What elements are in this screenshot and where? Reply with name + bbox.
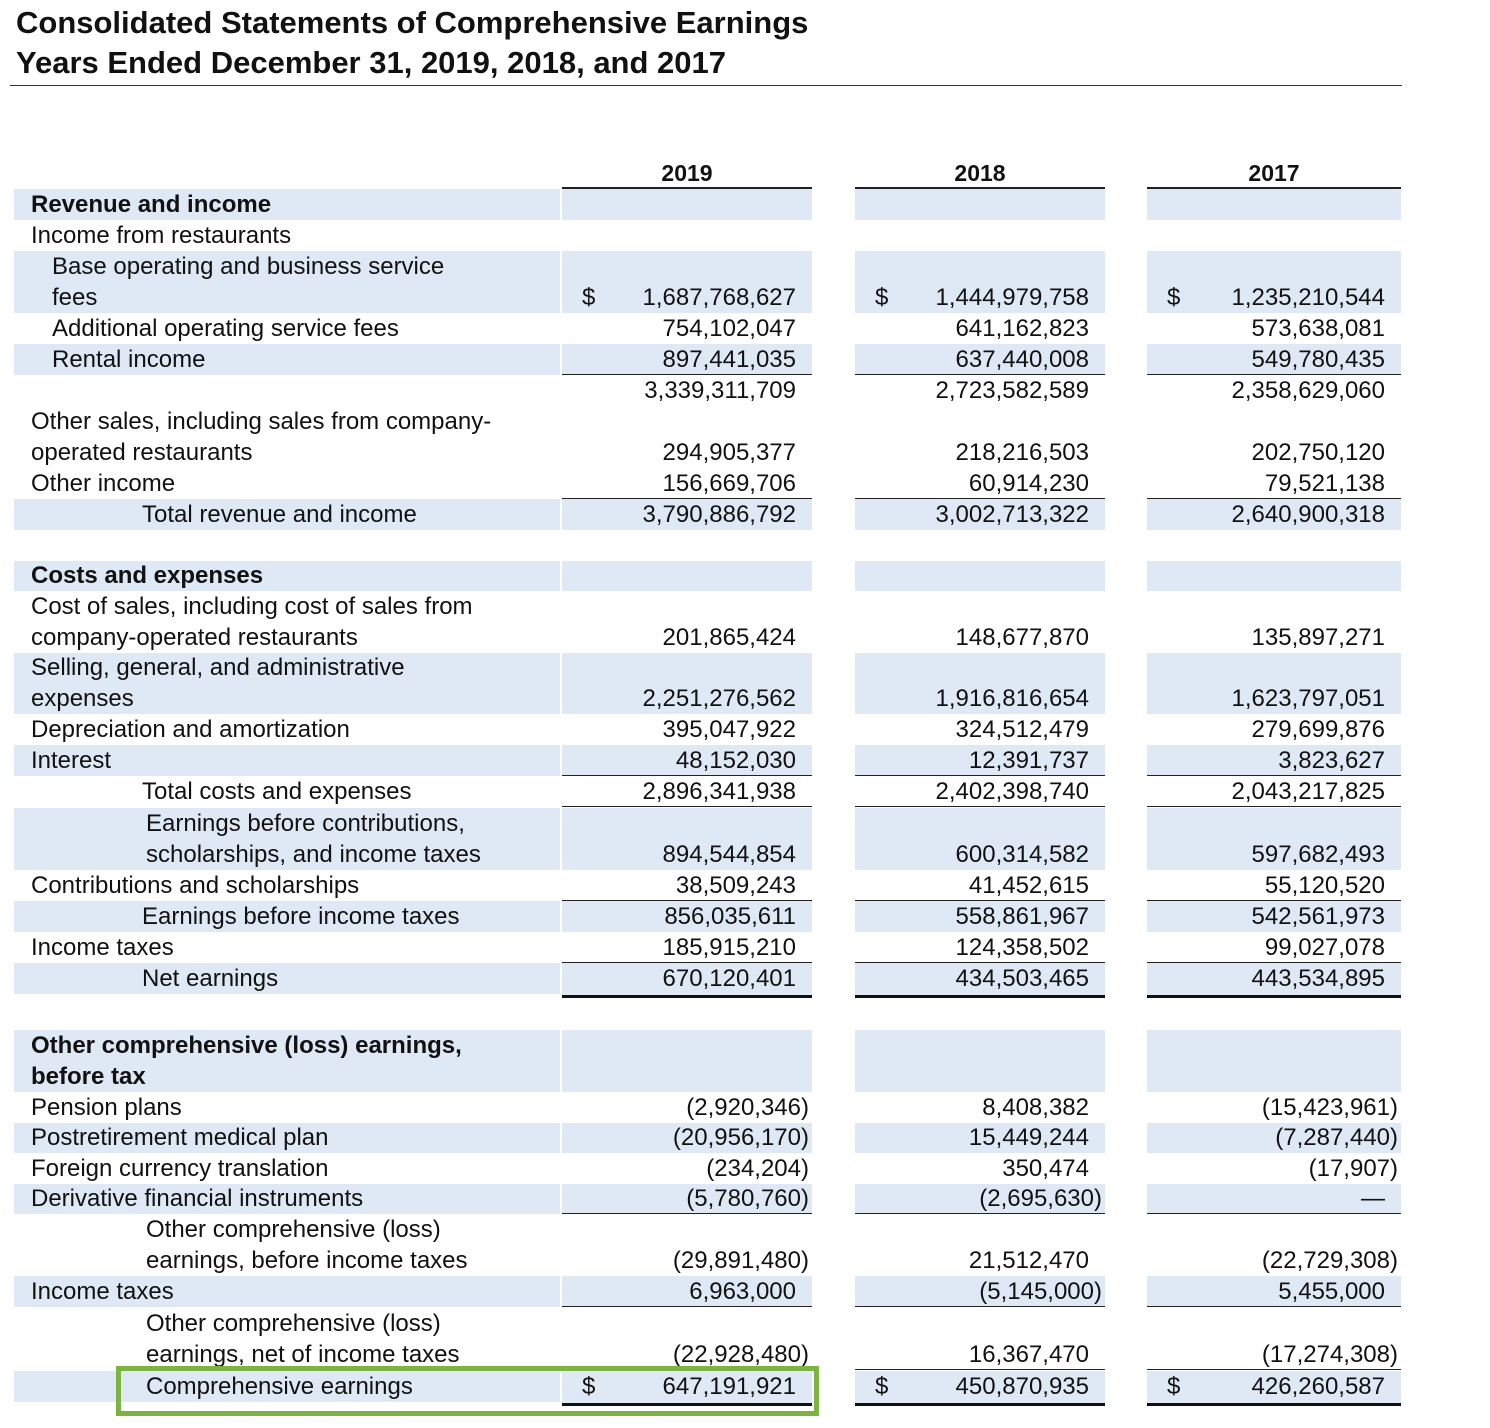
row-foreign-currency [14, 1153, 1401, 1184]
row-label: Postretirement medical plan [31, 1124, 329, 1151]
cell-2019: 2,251,276,562 [642, 685, 796, 712]
cell-2017: 542,561,973 [1251, 903, 1385, 930]
currency-symbol: $ [1167, 1373, 1181, 1400]
cell-2019: (20,956,170) [672, 1124, 809, 1151]
row-label: Additional operating service fees [52, 315, 399, 342]
row-label: Contributions and scholarships [31, 872, 360, 899]
row-income-taxes [14, 932, 1401, 963]
highlight-box [116, 1366, 819, 1416]
statement-title: Consolidated Statements of Comprehensive Earnings [16, 5, 809, 40]
cell-2019: 156,669,706 [662, 470, 796, 497]
row-label: Cost of sales, including cost of sales from company-operated restaurants [31, 593, 473, 651]
cell-2019: 201,865,424 [662, 624, 796, 651]
cell-2018: 15,449,244 [968, 1124, 1089, 1151]
cell-2019: 294,905,377 [662, 439, 796, 466]
cell-2018: 16,367,470 [968, 1341, 1089, 1368]
row-other-income [14, 468, 1401, 499]
cell-2018: 3,002,713,322 [935, 501, 1089, 528]
cell-2018: 637,440,008 [955, 346, 1089, 373]
cell-2019: 856,035,611 [664, 903, 796, 930]
cell-2018: (2,695,630) [979, 1185, 1102, 1212]
cell-2018: 434,503,465 [955, 965, 1089, 992]
cell-2018: 558,861,967 [955, 903, 1089, 930]
cell-2017: (17,907) [1308, 1155, 1398, 1182]
cell-2019: (29,891,480) [672, 1247, 809, 1274]
cell-2017: (22,729,308) [1261, 1247, 1398, 1274]
currency-symbol: $ [582, 1373, 596, 1400]
row-label: Other sales, including sales from company- operated restaurants [31, 408, 492, 466]
cell-2018: 2,402,398,740 [935, 778, 1089, 805]
cell-2017: 426,260,587 [1251, 1373, 1385, 1400]
cell-2017: 79,521,138 [1264, 470, 1385, 497]
row-earnings-before-contributions [14, 808, 1401, 870]
row-oci-income-taxes [14, 1276, 1401, 1307]
row-depreciation [14, 714, 1401, 745]
cell-2018: 60,914,230 [968, 470, 1089, 497]
cell-2019: (234,204) [706, 1155, 809, 1182]
row-total-costs [14, 776, 1401, 807]
cell-2018: (5,145,000) [979, 1278, 1102, 1305]
row-label: Rental income [52, 346, 206, 373]
cell-2017: (15,423,961) [1261, 1094, 1398, 1121]
row-pension [14, 1092, 1401, 1123]
cell-2018: 8,408,382 [982, 1094, 1089, 1121]
section-header-oci [14, 1030, 1401, 1092]
cell-2019: 3,339,311,709 [644, 377, 796, 404]
cell-2018: 12,391,737 [968, 747, 1089, 774]
row-label: Other comprehensive (loss) earnings, net of income taxes [146, 1310, 460, 1368]
cell-2017: 549,780,435 [1251, 346, 1385, 373]
row-label: Costs and expenses [31, 562, 264, 589]
row-label: Other comprehensive (loss) earnings, before income taxes [146, 1216, 468, 1274]
row-sga [14, 653, 1401, 714]
cell-2017: 5,455,000 [1278, 1278, 1385, 1305]
statement-period: Years Ended December 31, 2019, 2018, and 2017 [16, 45, 727, 80]
cell-2018: 350,474 [1002, 1155, 1089, 1182]
row-label: Pension plans [31, 1094, 182, 1121]
row-label: Revenue and income [31, 191, 272, 218]
cell-2019: 670,120,401 [662, 965, 796, 992]
cell-2019: 3,790,886,792 [642, 501, 796, 528]
cell-2018: 124,358,502 [955, 934, 1089, 961]
row-contributions [14, 870, 1401, 901]
row-other-sales [14, 406, 1401, 468]
column-header-2017: 2017 [1147, 159, 1401, 189]
row-label: Derivative financial instruments [31, 1185, 364, 1212]
row-label: Selling, general, and administrative expenses [31, 654, 405, 712]
row-label: Income taxes [31, 934, 174, 961]
row-net-earnings [14, 963, 1401, 998]
row-postretirement [14, 1123, 1401, 1153]
cell-2019: 6,963,000 [689, 1278, 796, 1305]
currency-symbol: $ [582, 284, 596, 311]
cell-2017: 99,027,078 [1264, 934, 1385, 961]
row-label: Total costs and expenses [142, 778, 412, 805]
cell-2017: (17,274,308) [1261, 1341, 1398, 1368]
row-label: Total revenue and income [142, 501, 417, 528]
row-rental-income [14, 344, 1401, 375]
row-cost-of-sales [14, 591, 1401, 653]
cell-2018: 641,162,823 [955, 315, 1089, 342]
cell-2019: (2,920,346) [686, 1094, 809, 1121]
cell-2018: 600,314,582 [955, 841, 1089, 868]
row-restaurant-subtotal [14, 375, 1401, 406]
row-label: Interest [31, 747, 112, 774]
title-rule [10, 85, 1402, 86]
section-header-revenue [14, 189, 1401, 220]
row-label: Earnings before contributions, scholarships, and income taxes [146, 810, 481, 868]
cell-2018: 1,916,816,654 [935, 685, 1089, 712]
cell-2017: 443,534,895 [1251, 965, 1385, 992]
cell-2019: 395,047,922 [662, 716, 796, 743]
cell-2019: 1,687,768,627 [642, 284, 796, 311]
cell-2017: 2,043,217,825 [1231, 778, 1385, 805]
cell-2018: 218,216,503 [955, 439, 1089, 466]
cell-2019: 185,915,210 [662, 934, 796, 961]
cell-2019: 647,191,921 [662, 1373, 796, 1400]
cell-2019: 38,509,243 [675, 872, 796, 899]
cell-2018: 324,512,479 [955, 716, 1089, 743]
cell-2018: 148,677,870 [955, 624, 1089, 651]
cell-2017: — [1361, 1185, 1385, 1212]
cell-2018: 1,444,979,758 [935, 284, 1089, 311]
column-header-2019: 2019 [562, 159, 812, 189]
row-label: Other comprehensive (loss) earnings, before tax [31, 1032, 462, 1090]
cell-2017: 1,623,797,051 [1231, 685, 1385, 712]
row-label: Earnings before income taxes [142, 903, 460, 930]
cell-2017: 573,638,081 [1251, 315, 1385, 342]
row-oci-before-taxes [14, 1215, 1401, 1276]
cell-2019: 894,544,854 [662, 841, 796, 868]
cell-2017: 597,682,493 [1251, 841, 1385, 868]
row-derivatives [14, 1184, 1401, 1214]
row-label: Comprehensive earnings [146, 1373, 413, 1400]
row-label: Net earnings [142, 965, 279, 992]
cell-2018: 41,452,615 [968, 872, 1089, 899]
cell-2019: 2,896,341,938 [642, 778, 796, 805]
row-income-from-restaurants [14, 220, 1401, 251]
cell-2017: 135,897,271 [1251, 624, 1385, 651]
cell-2019: 48,152,030 [675, 747, 796, 774]
row-label: Depreciation and amortization [31, 716, 350, 743]
row-label: Base operating and business service fees [52, 253, 445, 311]
currency-symbol: $ [875, 1373, 889, 1400]
row-label: Income from restaurants [31, 222, 292, 249]
cell-2019: (5,780,760) [686, 1185, 809, 1212]
column-header-2018: 2018 [855, 159, 1105, 189]
cell-2018: 450,870,935 [955, 1373, 1089, 1400]
cell-2017: 202,750,120 [1251, 439, 1385, 466]
row-interest [14, 745, 1401, 776]
row-total-revenue [14, 499, 1401, 530]
row-earnings-before-taxes [14, 901, 1401, 932]
row-label: Income taxes [31, 1278, 174, 1305]
cell-2018: 21,512,470 [968, 1247, 1089, 1274]
cell-2019: (22,928,480) [672, 1341, 809, 1368]
currency-symbol: $ [875, 284, 889, 311]
row-oci-net [14, 1308, 1401, 1370]
cell-2017: (7,287,440) [1275, 1124, 1398, 1151]
cell-2017: 2,640,900,318 [1231, 501, 1385, 528]
cell-2017: 55,120,520 [1264, 872, 1385, 899]
currency-symbol: $ [1167, 284, 1181, 311]
row-label: Foreign currency translation [31, 1155, 329, 1182]
cell-2019: 754,102,047 [662, 315, 796, 342]
cell-2017: 3,823,627 [1278, 747, 1385, 774]
cell-2018: 2,723,582,589 [935, 377, 1089, 404]
section-header-costs [14, 561, 1401, 591]
row-label: Other income [31, 470, 176, 497]
cell-2019: 897,441,035 [662, 346, 796, 373]
cell-2017: 279,699,876 [1251, 716, 1385, 743]
row-base-fees [14, 251, 1401, 313]
row-additional-fees [14, 313, 1401, 344]
cell-2017: 2,358,629,060 [1231, 377, 1385, 404]
cell-2017: 1,235,210,544 [1231, 284, 1385, 311]
